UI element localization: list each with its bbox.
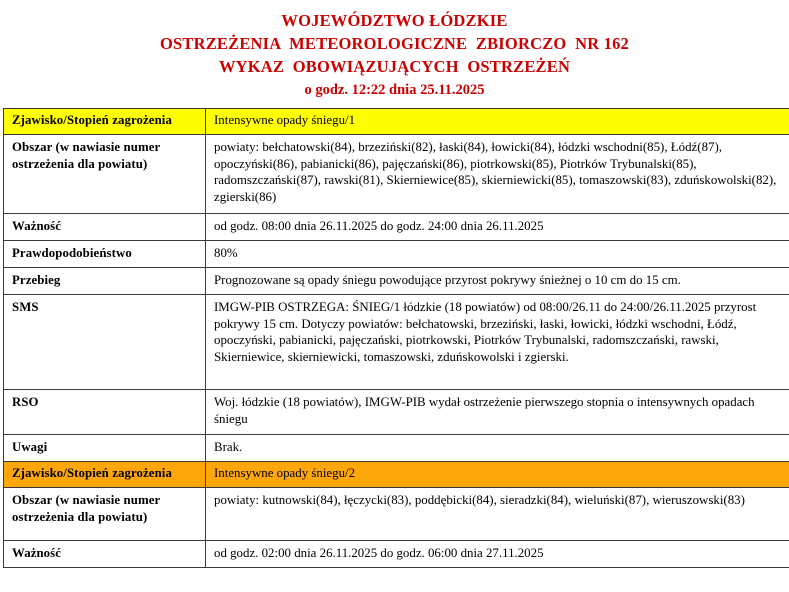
- page-title-bulletin-number: OSTRZEŻENIA METEOROLOGICZNE ZBIORCZO NR 162: [159, 34, 629, 53]
- bulletin-title-block: [0, 0, 789, 101]
- label-notes-1: Uwagi: [4, 435, 206, 462]
- table-row-sms-1: [4, 295, 789, 390]
- label-phenomenon-1: Zjawisko/Stopień zagrożenia: [4, 109, 206, 135]
- table-row-phenomenon-2: [4, 462, 789, 488]
- table-row-validity-2: [4, 541, 789, 568]
- table-row-notes-1: [4, 435, 789, 462]
- page-title-timestamp: o godz. 12:22 dnia 25.11.2025: [304, 82, 485, 98]
- value-area-1: powiaty: bełchatowski(84), brzeziński(82), łaski(84), łowicki(84), łódzki wschodni(85), Łódź(87), opoczyński(86), pabianicki(86), pajęczański(86), piotrkowski(85), Piotrków Trybunalski(85), radomszczański(87), rawski(81), Skierniewice(85), skierniewicki(85), tomaszowski(83), zduńskowolski(82), zgierski(86): [206, 135, 789, 214]
- value-validity-2: od godz. 02:00 dnia 26.11.2025 do godz. 06:00 dnia 27.11.2025: [206, 541, 789, 568]
- label-course-1: Przebieg: [4, 268, 206, 295]
- table-row-probability-1: [4, 241, 789, 268]
- warnings-table: [3, 108, 789, 568]
- value-course-1: Prognozowane są opady śniegu powodujące przyrost pokrywy śnieżnej o 10 cm do 15 cm.: [206, 268, 789, 295]
- value-area-2: powiaty: kutnowski(84), łęczycki(83), poddębicki(84), sieradzki(84), wieluński(87), wieruszowski(83): [206, 488, 789, 541]
- table-row-course-1: [4, 268, 789, 295]
- label-phenomenon-2: Zjawisko/Stopień zagrożenia: [4, 462, 206, 488]
- label-area-2: Obszar (w nawiasie numer ostrzeżenia dla powiatu): [4, 488, 206, 541]
- label-validity-2: Ważność: [4, 541, 206, 568]
- table-row-area-1: [4, 135, 789, 214]
- table-row-phenomenon-1: [4, 109, 789, 135]
- label-sms-1: SMS: [4, 295, 206, 390]
- label-validity-1: Ważność: [4, 214, 206, 241]
- table-row-validity-1: [4, 214, 789, 241]
- value-validity-1: od godz. 08:00 dnia 26.11.2025 do godz. 24:00 dnia 26.11.2025: [206, 214, 789, 241]
- label-area-1: Obszar (w nawiasie numer ostrzeżenia dla powiatu): [4, 135, 206, 214]
- label-rso-1: RSO: [4, 390, 206, 435]
- value-notes-1: Brak.: [206, 435, 789, 462]
- value-phenomenon-1: Intensywne opady śniegu/1: [206, 109, 789, 135]
- page-title-region: WOJEWÓDZTWO ŁÓDZKIE: [281, 11, 508, 30]
- table-row-area-2: [4, 488, 789, 541]
- value-phenomenon-2: Intensywne opady śniegu/2: [206, 462, 789, 488]
- label-probability-1: Prawdopodobieństwo: [4, 241, 206, 268]
- page-title-subtitle: WYKAZ OBOWIĄZUJĄCYCH OSTRZEŻEŃ: [218, 57, 571, 76]
- value-sms-1: IMGW-PIB OSTRZEGA: ŚNIEG/1 łódzkie (18 powiatów) od 08:00/26.11 do 24:00/26.11.2025 przyrost pokrywy 15 cm. Dotyczy powiatów: bełchatowski, brzeziński, łaski, łowicki, łódzki wschodni, Łódź, opoczyński, pabianicki, pajęczański, piotrkowski, Piotrków Trybunalski, radomszczański, rawski, Skierniewice, skierniewicki, tomaszowski, zduńskowolski i zgierski.: [206, 295, 789, 390]
- value-rso-1: Woj. łódzkie (18 powiatów), IMGW-PIB wydał ostrzeżenie pierwszego stopnia o intensywnych opadach śniegu: [206, 390, 789, 435]
- value-probability-1: 80%: [206, 241, 789, 268]
- table-row-rso-1: [4, 390, 789, 435]
